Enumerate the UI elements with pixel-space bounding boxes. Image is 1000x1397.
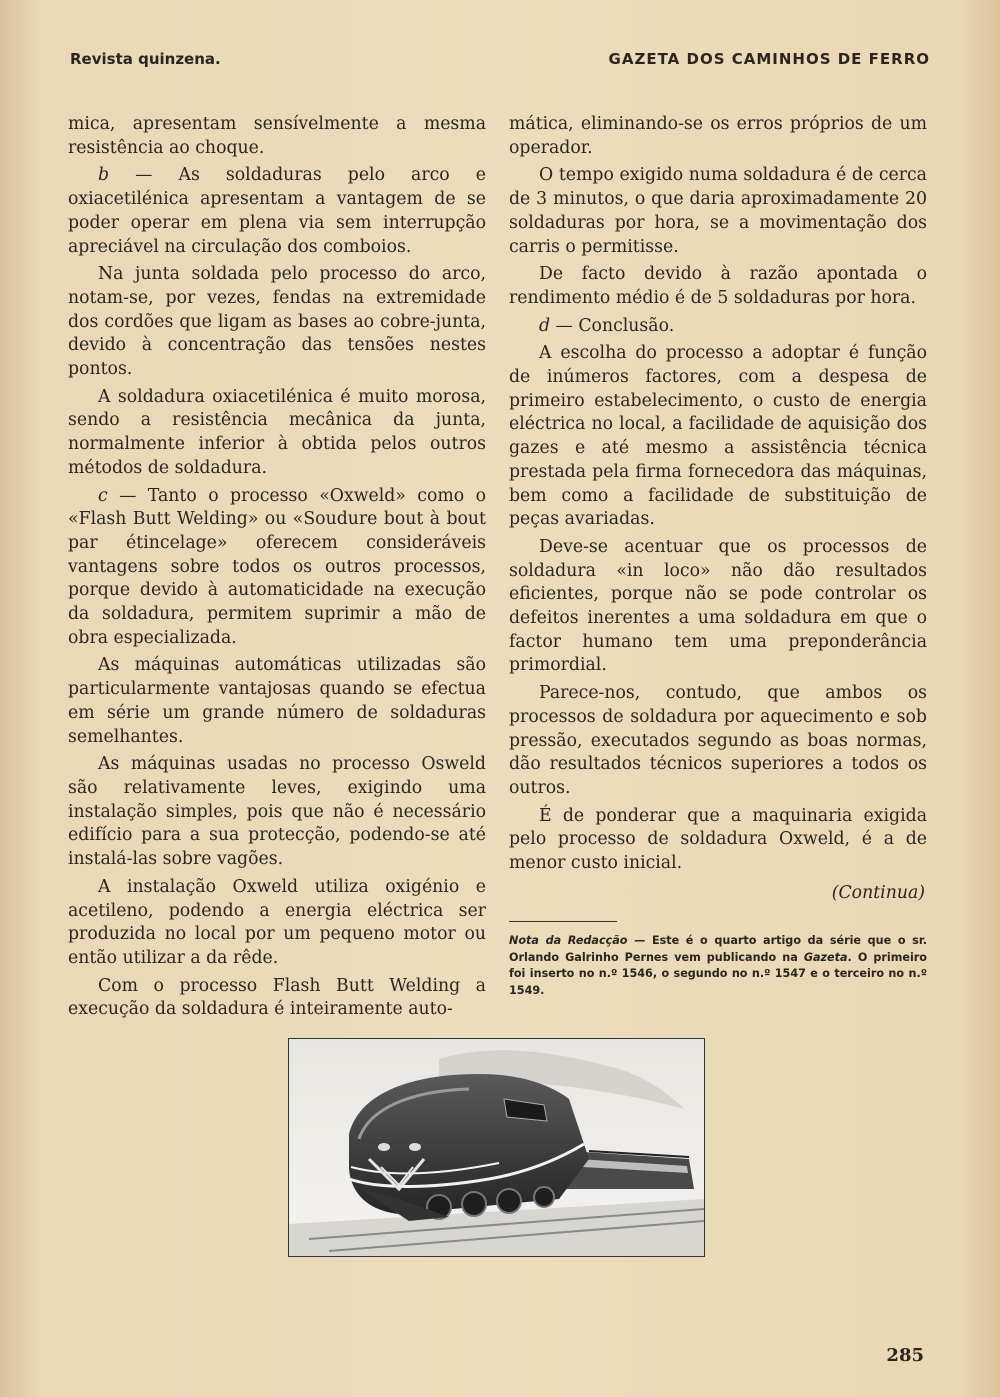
footnote-divider <box>509 921 617 922</box>
paragraph: mica, apresentam sensívelmente a mesma resistência ao choque. <box>68 114 486 158</box>
section-label: b <box>98 165 110 186</box>
section-label: d <box>539 315 551 336</box>
left-column <box>68 113 486 1026</box>
running-header-right: GAZETA DOS CAMINHOS DE FERRO <box>608 50 930 68</box>
paragraph <box>68 485 486 651</box>
footnote-text: — Este é o quarto artigo da série que o sr. Orlando Galrinho Pernes vem publicando na <box>509 934 927 964</box>
editorial-footnote <box>509 933 927 999</box>
locomotive-illustration <box>288 1038 705 1257</box>
footnote-publication: Gazeta <box>803 950 848 964</box>
paragraph-text: — Tanto o processo «Oxweld» como o «Flash Butt Welding» ou «Soudure bout à bout par étincelage» oferecem consideráveis vantagens sobre todos os outros processos, porque devido à automaticidade na execução da soldadura, permitem suprimir a mão de obra especializada. <box>68 485 486 648</box>
paragraph: As máquinas automáticas utilizadas são particularmente vantajosas quando se efectua em série um grande número de soldaduras semelhantes. <box>68 655 486 747</box>
paragraph: Deve-se acentuar que os processos de soldadura «in loco» não dão resultados eficientes, porque não se pode controlar os defeitos inerentes a uma soldadura em que o factor humano tem uma preponderância primordial. <box>509 536 927 676</box>
paragraph: As máquinas usadas no processo Osweld são relativamente leves, exigindo uma instalação simples, pois que não é necessário edifício para a sua protecção, podendo-se até instalá-las sobre vagões. <box>68 754 486 870</box>
section-heading: — Conclusão. <box>550 315 675 336</box>
paragraph: De facto devido à razão apontada o rendimento médio é de 5 soldaduras por hora. <box>509 264 927 308</box>
paragraph: Com o processo Flash Butt Welding a execução da soldadura é inteiramente auto- <box>68 975 486 1020</box>
locomotive-drawing <box>289 1039 704 1256</box>
paragraph-text: — As soldaduras pelo arco e oxiacetilénica apresentam a vantagem de se poder operar em plena via sem interrupção apreciável na circulação dos comboios. <box>68 165 486 257</box>
footnote-text: . O primeiro foi inserto no n.º 1546, o segundo no n.º 1547 e o terceiro no n.º 1549. <box>509 950 927 997</box>
paragraph: A instalação Oxweld utiliza oxigénio e acetileno, podendo a energia eléctrica ser produzida no local por um pequeno motor ou então utilizar a da rêde. <box>68 876 486 968</box>
section-label: c <box>98 485 108 506</box>
paragraph: Na junta soldada pelo processo do arco, notam-se, por vezes, fendas na extremidade dos cordões que ligam as bases ao cobre-junta, devido à concentração das tensões nestes pontos. <box>68 264 486 380</box>
paragraph: mática, eliminando-se os erros próprios de um operador. <box>509 114 927 158</box>
page-number: 285 <box>886 1345 924 1366</box>
paragraph <box>68 164 486 259</box>
paragraph <box>509 315 927 339</box>
paragraph: O tempo exigido numa soldadura é de cerca de 3 minutos, o que daria aproximadamente 20 soldaduras por hora, se a movimentação dos carris o permitisse. <box>509 165 927 257</box>
footnote-label: Nota da Redacção <box>509 934 628 947</box>
paragraph: É de ponderar que a maquinaria exigida pelo processo de soldadura Oxweld, é a de menor custo inicial. <box>509 805 927 874</box>
running-header-left: Revista quinzena. <box>70 50 221 68</box>
paragraph: A soldadura oxiacetilénica é muito morosa, sendo a resistência mecânica da junta, normalmente inferior à obtida pelos outros métodos de soldadura. <box>68 386 486 478</box>
continued-marker: (Continua) <box>831 882 925 903</box>
paragraph: A escolha do processo a adoptar é função de inúmeros factores, com a despesa de primeiro estabelecimento, o custo de energia eléctrica no local, a facilidade de aquisição dos gazes e até mesmo a assistência técnica prestada pela firma fornecedora das máquinas, bem como a facilidade de substituição de peças avariadas. <box>509 343 927 530</box>
paragraph: Parece-nos, contudo, que ambos os processos de soldadura por aquecimento e sob pressão, executados segundo as boas normas, dão resultados técnicos superiores a todos os outros. <box>509 683 927 798</box>
right-column <box>509 113 927 910</box>
